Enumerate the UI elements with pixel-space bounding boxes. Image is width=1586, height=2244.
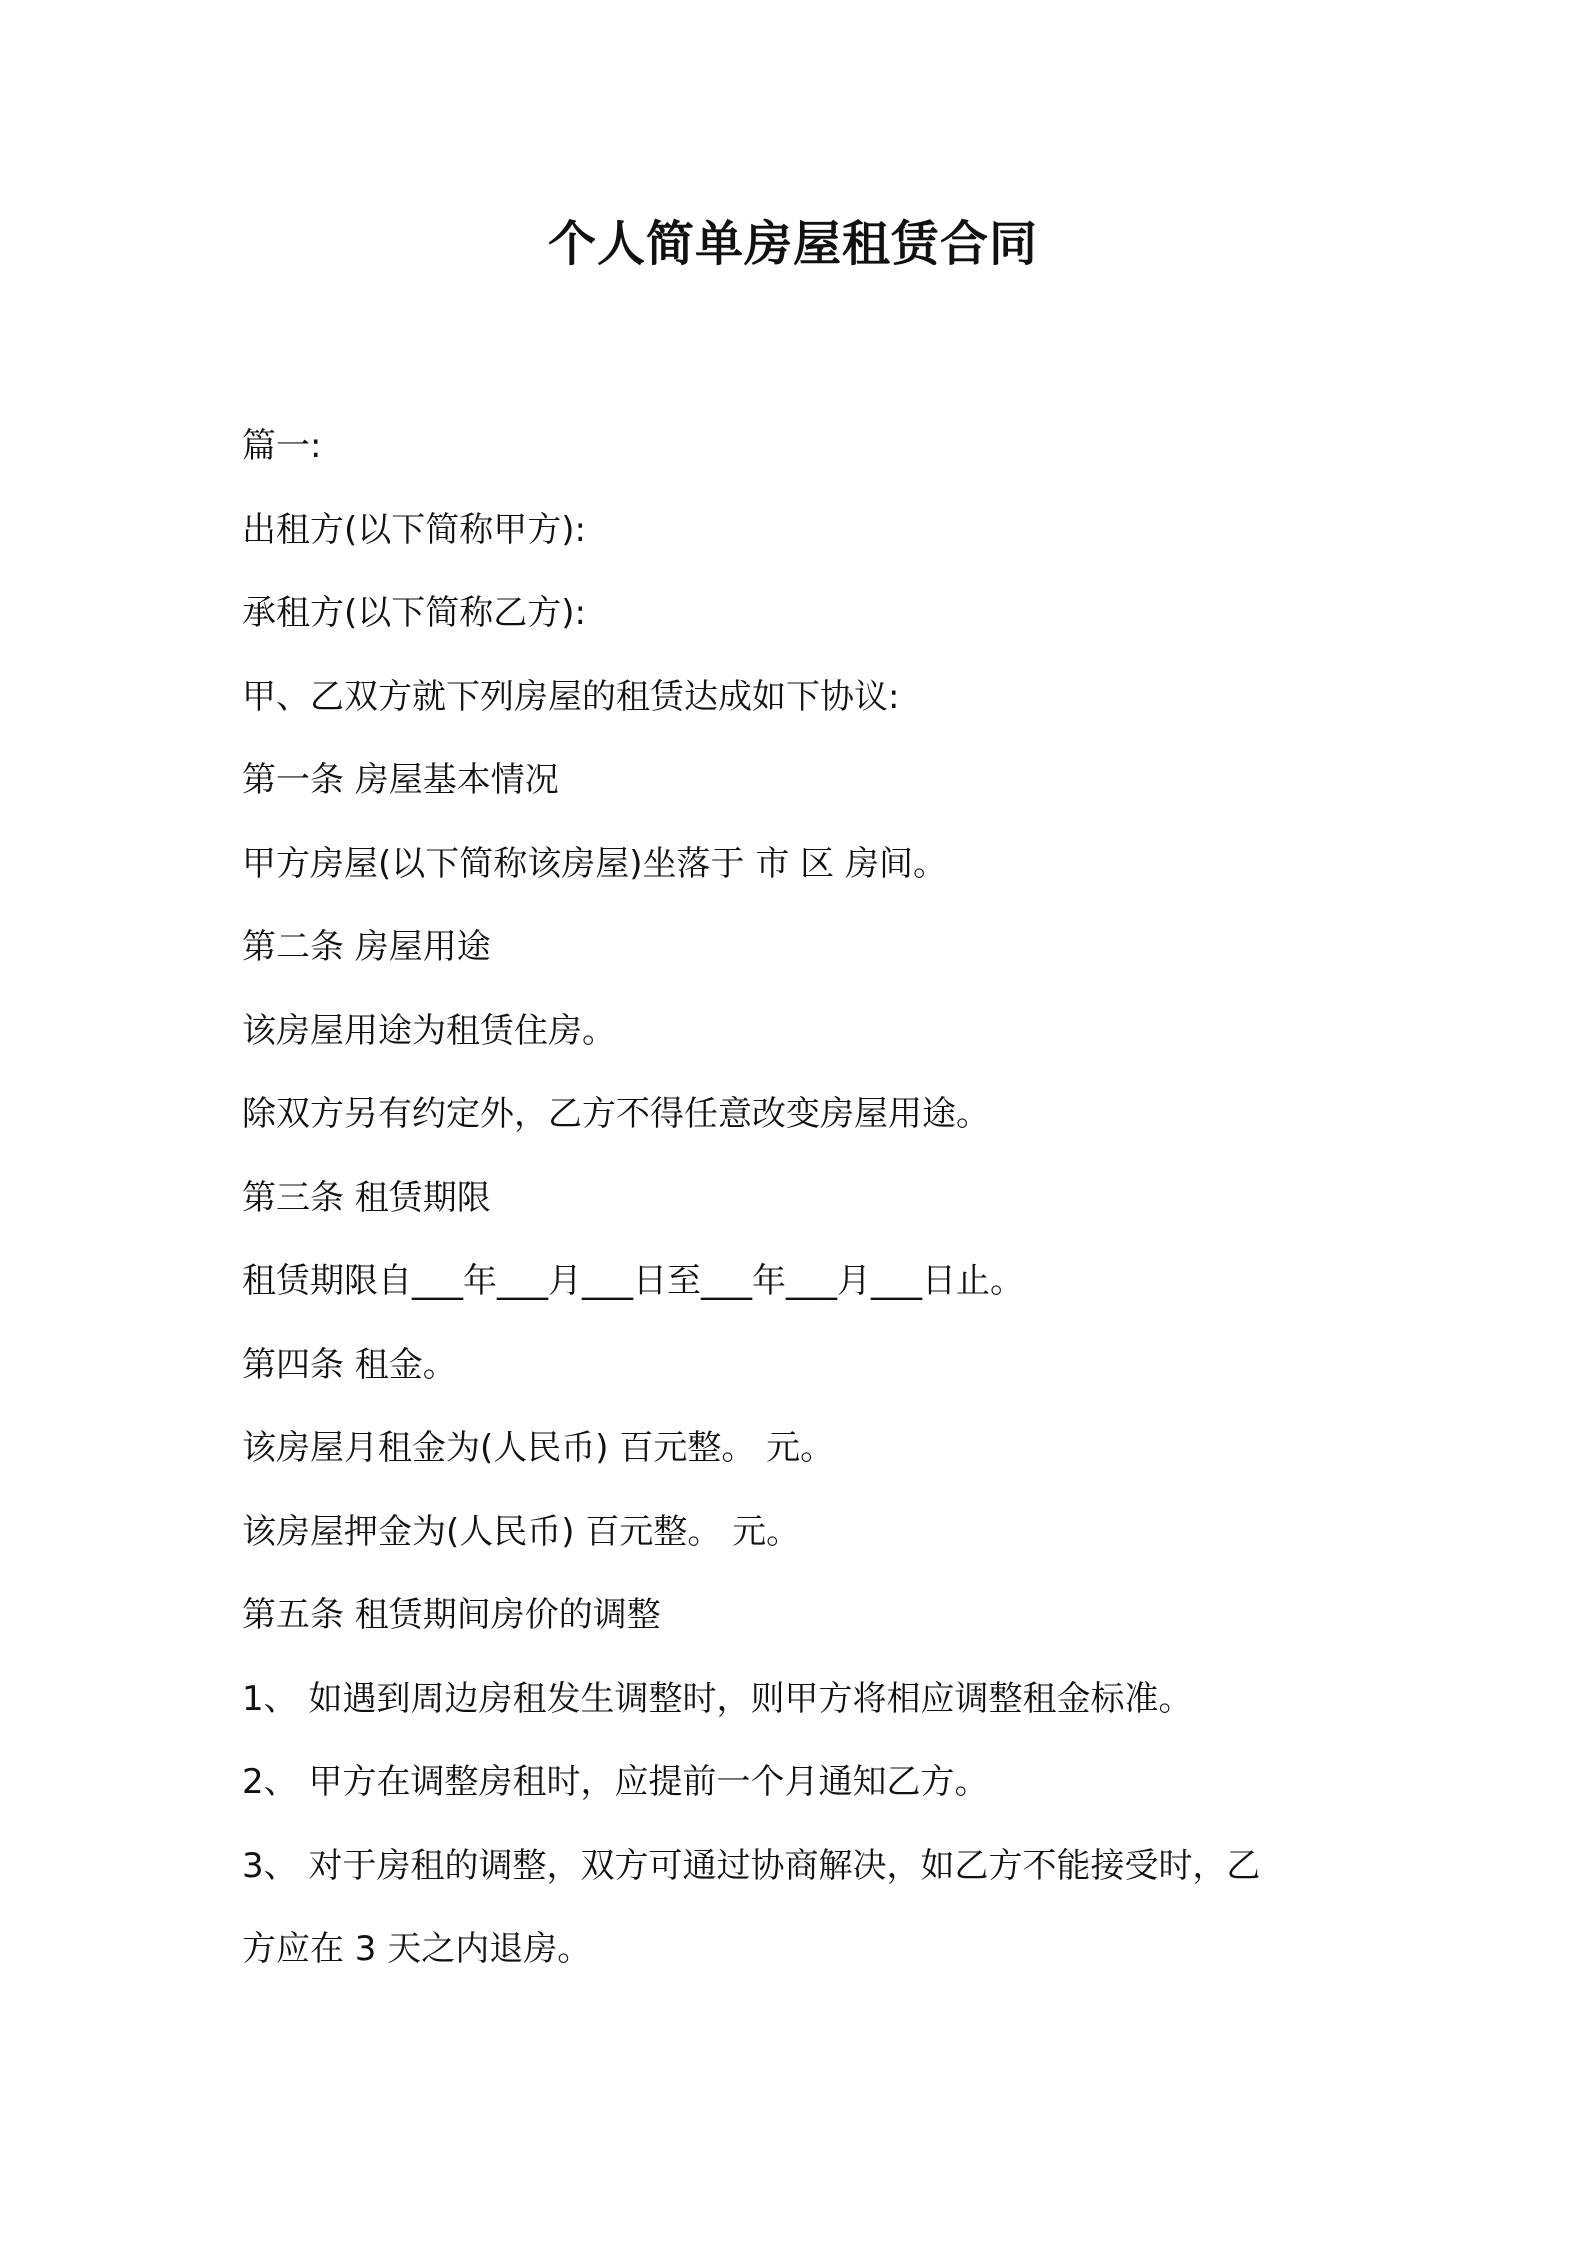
article-1-heading: 第一条 房屋基本情况: [242, 760, 559, 800]
article-5-item: 1、 如遇到周边房租发生调整时，则甲方将相应调整租金标准。: [242, 1678, 1193, 1719]
article-5-heading: 第五条 租赁期间房价的调整: [242, 1595, 661, 1635]
lessee-line: 承租方(以下简称乙方):: [242, 593, 586, 633]
article-2-heading: 第二条 房屋用途: [242, 927, 491, 967]
article-4-text: 该房屋押金为(人民币) 百元整。 元。: [242, 1511, 801, 1552]
section-heading: 篇一:: [242, 426, 322, 466]
article-4-text: 该房屋月租金为(人民币) 百元整。 元。: [242, 1428, 835, 1468]
article-2-text: 该房屋用途为租赁住房。: [242, 1010, 616, 1051]
article-2-text: 除双方另有约定外，乙方不得任意改变房屋用途。: [242, 1094, 990, 1134]
article-1-text: 甲方房屋(以下简称该房屋)坐落于 市 区 房间。: [242, 843, 947, 884]
article-5-item: 3、 对于房租的调整，双方可通过协商解决，如乙方不能接受时，乙: [242, 1845, 1261, 1886]
article-5-item: 2、 甲方在调整房租时，应提前一个月通知乙方。: [242, 1762, 989, 1802]
article-5-item-continuation: 方应在 3 天之内退房。: [242, 1929, 592, 1969]
agreement-intro: 甲、乙双方就下列房屋的租赁达成如下协议:: [242, 676, 900, 717]
article-3-text: 租赁期限自___年___月___日至___年___月___日止。: [242, 1261, 1024, 1301]
article-3-heading: 第三条 租赁期限: [242, 1177, 491, 1218]
lessor-line: 出租方(以下简称甲方):: [242, 509, 586, 550]
article-4-heading: 第四条 租金。: [242, 1344, 457, 1385]
document-body: [242, 405, 1362, 1992]
document-title: 个人简单房屋租赁合同: [547, 216, 1038, 272]
